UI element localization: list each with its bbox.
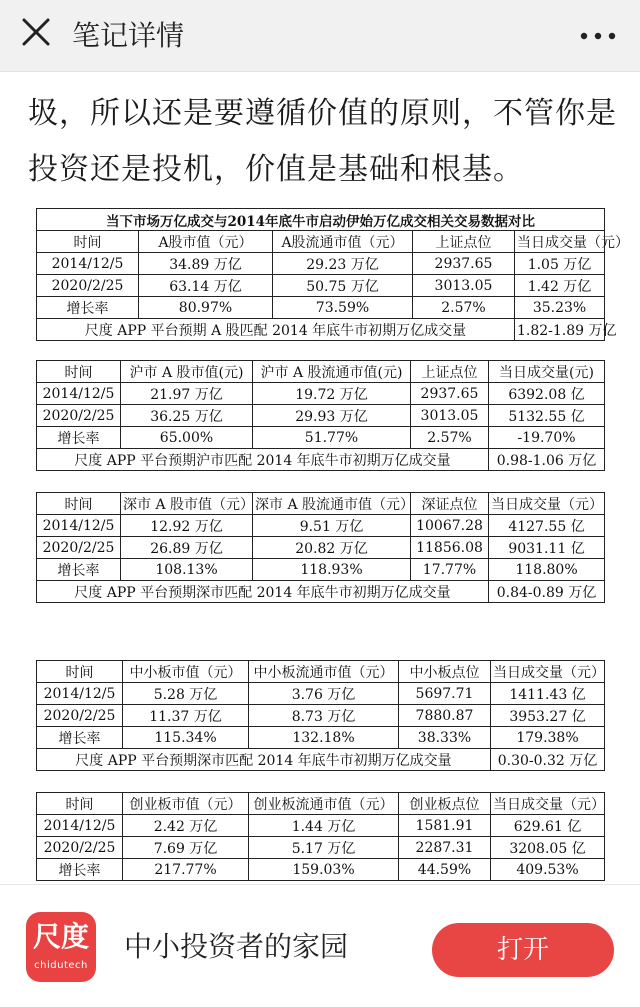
table-row: 增长率 115.34% 132.18% 38.33% 179.38% <box>37 727 605 749</box>
table-header-row: 时间 中小板市值（元） 中小板流通市值（元） 中小板点位 当日成交量（元） <box>37 661 605 683</box>
table-row: 2020/2/25 7.69 万亿 5.17 万亿 2287.31 3208.05 亿 <box>37 837 605 859</box>
table-footer-row: 尺度 APP 平台预期深市匹配 2014 年底牛市初期万亿成交量 0.84-0.89 万亿 <box>37 581 605 603</box>
table-row: 2020/2/25 26.89 万亿 20.82 万亿 11856.08 9031.11 亿 <box>37 537 605 559</box>
table-footer-row: 尺度 APP 平台预期沪市匹配 2014 年底牛市初期万亿成交量 0.98-1.06 万亿 <box>37 449 605 471</box>
table-row: 2014/12/5 5.28 万亿 3.76 万亿 5697.71 1411.43 亿 <box>37 683 605 705</box>
table-row: 2014/12/5 34.89 万亿 29.23 万亿 2937.65 1.05 万亿 <box>37 253 605 275</box>
app-logo-subtext: chidutech <box>34 960 88 971</box>
table-header-row: 时间 深市 A 股市值（元） 深市 A 股流通市值（元） 深证点位 当日成交量（元） <box>37 493 605 515</box>
table-header-row: 时间 沪市 A 股市值(元) 沪市 A 股流通市值(元) 上证点位 当日成交量(元) <box>37 361 605 383</box>
data-table-sme-board <box>36 660 605 771</box>
data-table-shenzhen <box>36 492 605 603</box>
app-logo[interactable] <box>26 912 96 982</box>
table-footer-row: 尺度 APP 平台预期 A 股匹配 2014 年底牛市初期万亿成交量 1.82-1.89 万亿 <box>37 319 605 341</box>
data-table-a-share <box>36 208 629 341</box>
table-footer-row: 尺度 APP 平台预期深市匹配 2014 年底牛市初期万亿成交量 0.30-0.32 万亿 <box>37 749 605 771</box>
intro-paragraph: 圾，所以还是要遵循价值的原则，不管你是投资还是投机，价值是基础和根基。 <box>28 96 617 187</box>
table-header-row: 时间 A股市值（元） A股流通市值（元） 上证点位 当日成交量（元） <box>37 231 605 253</box>
table-row: 2020/2/25 36.25 万亿 29.93 万亿 3013.05 5132.55 亿 <box>37 405 605 427</box>
app-banner <box>0 884 640 1007</box>
app-name: 中小投资者的家园 <box>124 930 349 963</box>
app-logo-text: 尺度 <box>32 920 89 953</box>
table-row: 增长率 80.97% 73.59% 2.57% 35.23% <box>37 297 605 319</box>
table-row: 增长率 65.00% 51.77% 2.57% -19.70% <box>37 427 605 449</box>
table-row: 2014/12/5 12.92 万亿 9.51 万亿 10067.28 4127.55 亿 <box>37 515 605 537</box>
table-row: 2020/2/25 11.37 万亿 8.73 万亿 7880.87 3953.27 亿 <box>37 705 605 727</box>
table-row: 2020/2/25 63.14 万亿 50.75 万亿 3013.05 1.42 万亿 <box>37 275 605 297</box>
table-header-row: 时间 创业板市值（元） 创业板流通市值（元） 创业板点位 当日成交量（元） <box>37 793 605 815</box>
table-row: 增长率 108.13% 118.93% 17.77% 118.80% <box>37 559 605 581</box>
top-bar <box>0 0 640 72</box>
data-table-chinext <box>36 792 605 881</box>
note-content <box>0 72 640 884</box>
data-table-shanghai <box>36 360 605 471</box>
table-row: 2014/12/5 2.42 万亿 1.44 万亿 1581.91 629.61 亿 <box>37 815 605 837</box>
more-icon[interactable] <box>578 22 618 50</box>
table-caption: 当下市场万亿成交与2014年底牛市启动伊始万亿成交相关交易数据对比 <box>37 209 605 231</box>
table-row: 2014/12/5 21.97 万亿 19.72 万亿 2937.65 6392.08 亿 <box>37 383 605 405</box>
table-row: 增长率 217.77% 159.03% 44.59% 409.53% <box>37 859 605 881</box>
page-title: 笔记详情 <box>72 19 185 52</box>
close-icon[interactable] <box>18 14 58 54</box>
open-app-button[interactable]: 打开 <box>432 923 614 977</box>
